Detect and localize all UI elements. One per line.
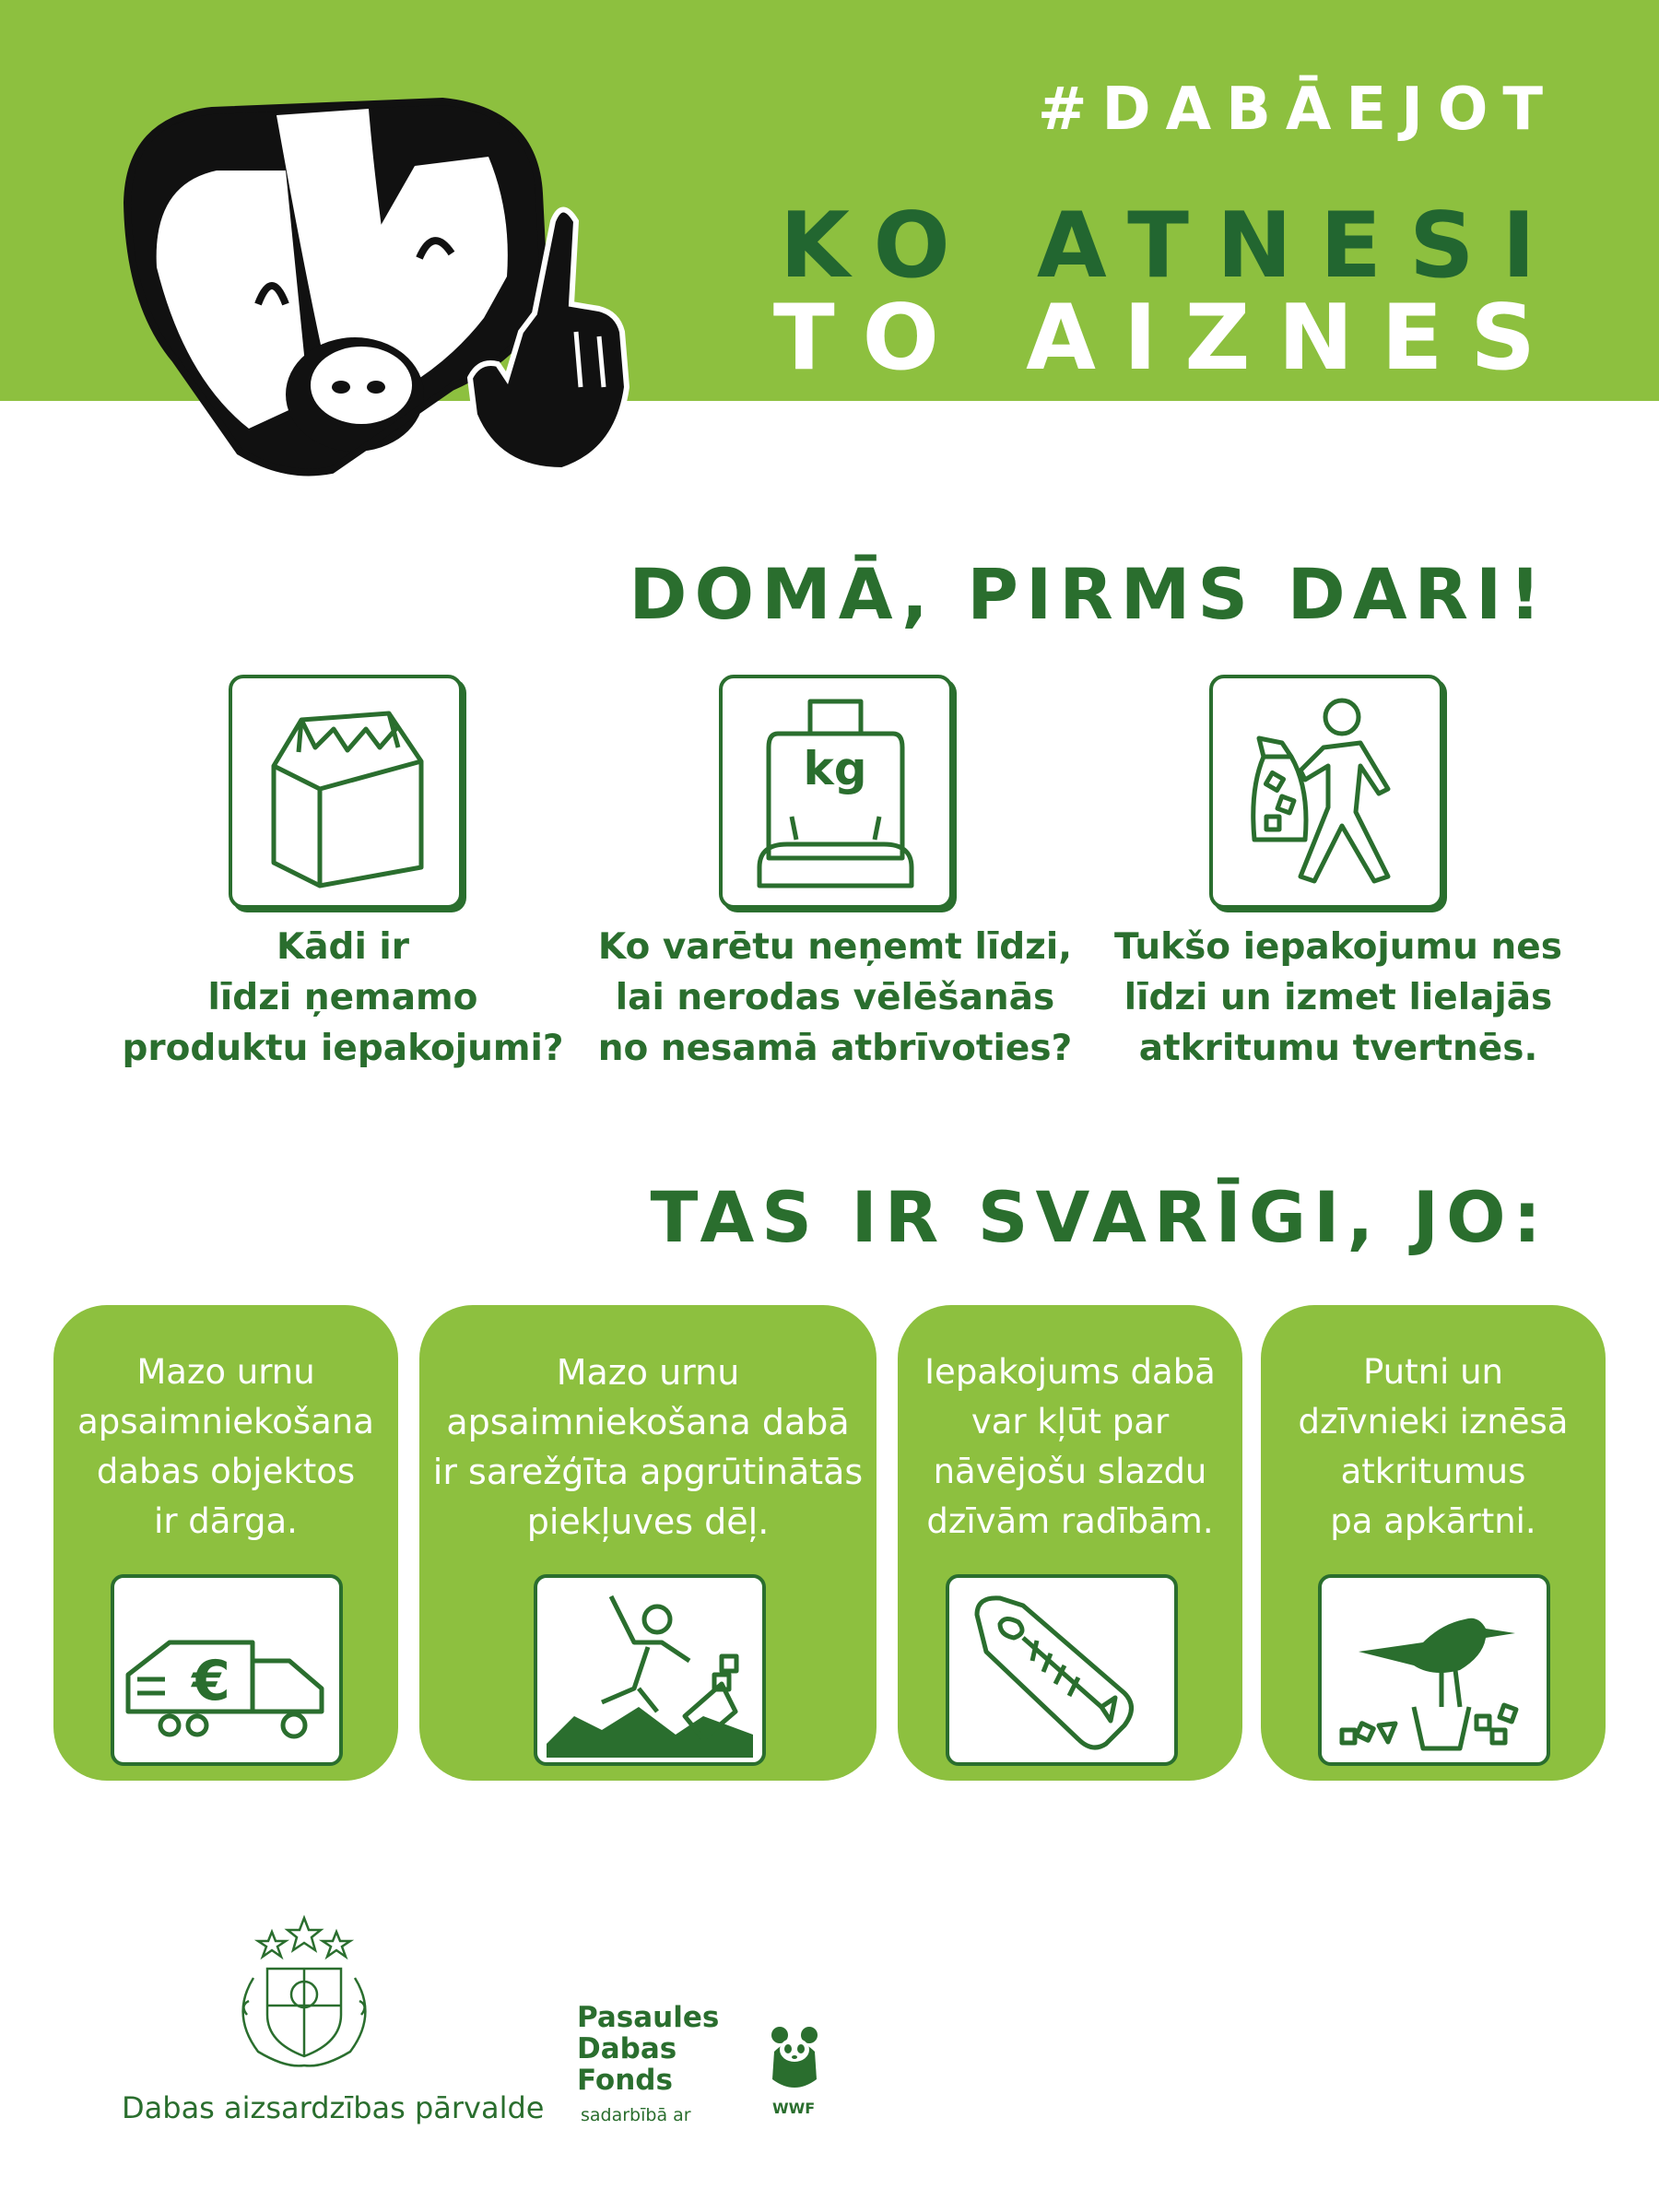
tip2-line1: Ko varētu neņemt līdzi, (597, 926, 1073, 968)
card1-line1: Mazo urnu (136, 1352, 315, 1392)
euro-label: € (192, 1649, 230, 1713)
org2-line1: Pasaules (577, 2001, 720, 2034)
reason-card-4 (1261, 1305, 1606, 1781)
card2-line4: piekļuves dēļ. (526, 1501, 770, 1542)
card2-line2: apsaimniekošana dabā (446, 1402, 850, 1442)
tip2-line2: lai nerodas vēlēšanās (615, 977, 1055, 1018)
card3-line2: var kļūt par (971, 1402, 1170, 1441)
wwf-org-name (577, 2002, 719, 2096)
reason-card-2 (419, 1305, 877, 1781)
tip1-text (103, 922, 582, 1074)
card3-line1: Iepakojums dabā (924, 1352, 1216, 1392)
wwf-panda-icon (767, 2024, 822, 2098)
tip2-line3: no nesamā atbrīvoties? (597, 1028, 1073, 1069)
tip3-line3: atkritumu tvertnēs. (1138, 1028, 1538, 1069)
garbage-truck-icon-box (111, 1574, 343, 1766)
card3-line3: nāvējošu slazdu (933, 1452, 1207, 1491)
backpack-kg-icon (723, 678, 949, 905)
person-falling-icon-box (534, 1574, 766, 1766)
tip2-text (595, 922, 1075, 1074)
wwf-label: WWF (772, 2100, 816, 2117)
org1-name: Dabas aizsardzības pārvalde (122, 2090, 545, 2125)
org2-line2: Dabas (577, 2032, 677, 2065)
person-carrying-trash-icon (1213, 678, 1440, 905)
card3-line4: dzīvām radībām. (926, 1501, 1214, 1541)
badger-mascot-icon (101, 83, 664, 488)
tip1-line3: produktu iepakojumi? (122, 1028, 564, 1069)
title-line-1: KO ATNESI (779, 194, 1563, 299)
card4-line3: atkritumus (1340, 1452, 1526, 1491)
bottle-fish-skeleton-icon (949, 1578, 1174, 1762)
card4-line4: pa apkārtni. (1330, 1501, 1536, 1541)
card2-line3: ir sarežģīta apgrūtinātās (432, 1452, 864, 1492)
kg-label: kg (803, 742, 867, 795)
paper-bag-icon-box (229, 675, 463, 909)
bird-bin-icon-box (1318, 1574, 1550, 1766)
card2-line1: Mazo urnu (556, 1352, 740, 1393)
title-line-2: TO AIZNES (772, 286, 1563, 391)
hashtag: #DABĀEJOT (1037, 76, 1558, 144)
org2-line3: Fonds (577, 2064, 673, 2097)
card1-line4: ir dārga. (154, 1501, 298, 1541)
card1-line3: dabas objektos (96, 1452, 356, 1491)
paper-bag-icon (232, 678, 459, 905)
tip3-line2: līdzi un izmet lielajās (1124, 977, 1553, 1018)
bird-bin-icon (1322, 1578, 1547, 1762)
tip1-line2: līdzi ņemamo (207, 977, 478, 1018)
card4-line2: dzīvnieki iznēsā (1298, 1402, 1569, 1441)
bottle-icon-box (946, 1574, 1178, 1766)
reason-card-1 (53, 1305, 398, 1781)
org2-subtext: sadarbībā ar (581, 2105, 691, 2125)
tip3-line1: Tukšo iepakojumu nes (1114, 926, 1562, 968)
card1-line2: apsaimniekošana (77, 1402, 374, 1441)
person-falling-icon (537, 1578, 762, 1762)
section1-heading: DOMĀ, PIRMS DARI! (629, 553, 1548, 635)
section2-heading: TAS IR SVARĪGI, JO: (650, 1176, 1548, 1258)
person-trash-icon-box (1209, 675, 1443, 909)
backpack-icon-box (719, 675, 953, 909)
tip1-line1: Kādi ir (276, 926, 409, 968)
tip3-text (1099, 922, 1578, 1074)
reason-card-3 (898, 1305, 1242, 1781)
garbage-truck-euro-icon (114, 1578, 339, 1762)
latvia-coat-of-arms-icon (221, 1913, 387, 2075)
card4-line1: Putni un (1362, 1352, 1503, 1392)
